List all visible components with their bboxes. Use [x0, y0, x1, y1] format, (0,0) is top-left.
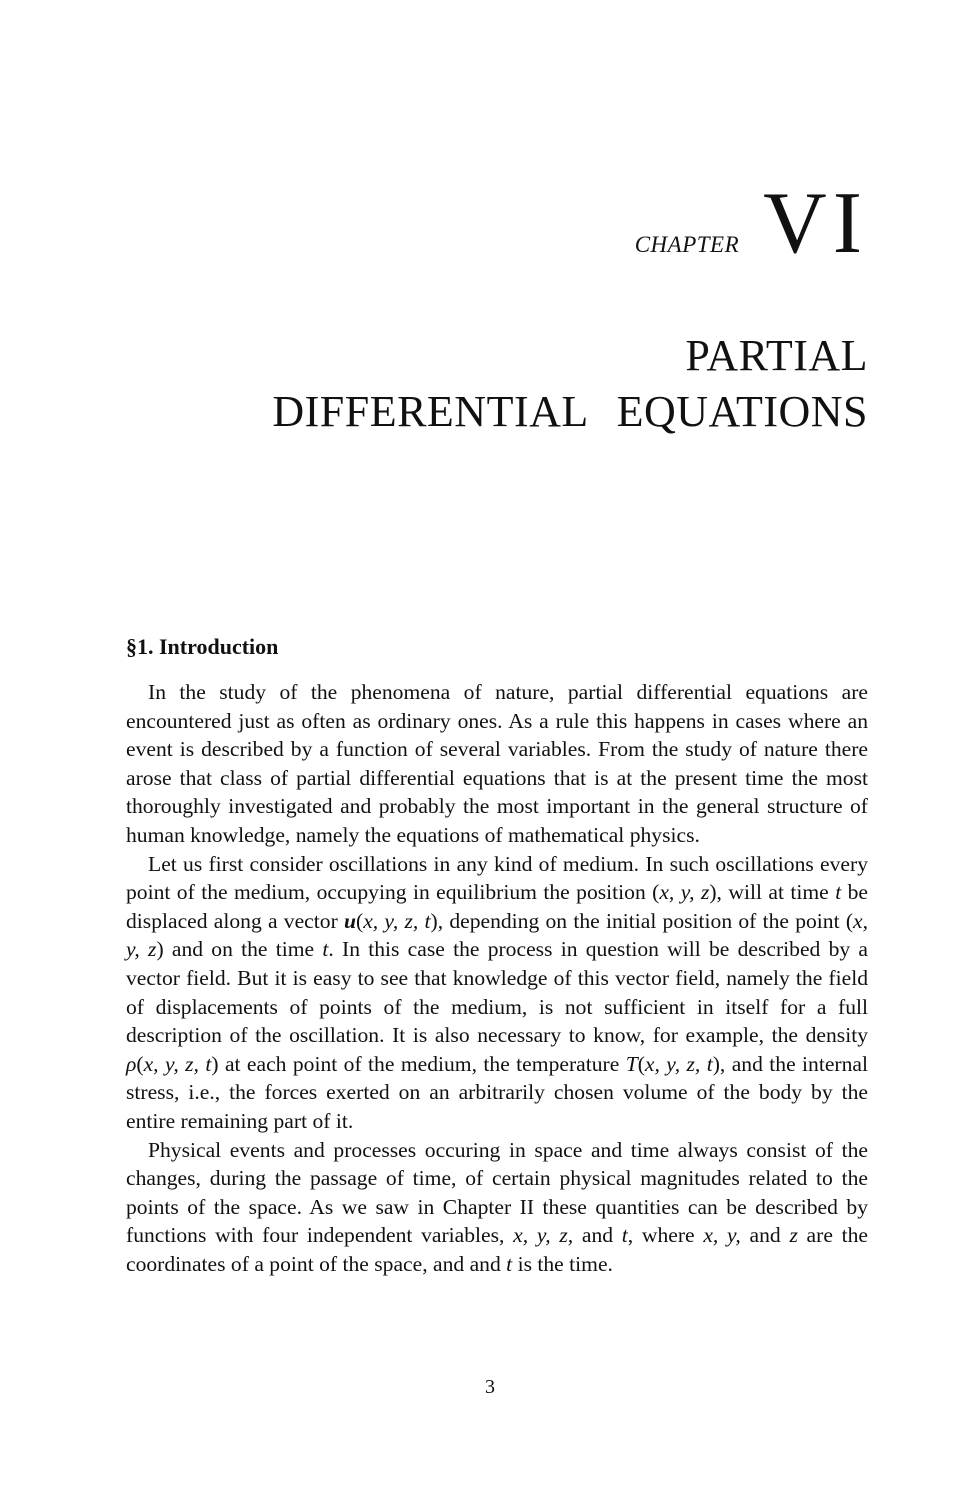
text-run: be displaced along a vector	[126, 880, 868, 933]
text-run: and	[573, 1223, 622, 1248]
paragraph-1: In the study of the phenomena of nature, partial differential equations are encountered just as often as ordinary ones. As a rule this happens in cases where an event is described by a function of several variables. From the study of nature there arose that class of partial differential equations that is at the present time the most thoroughly investigated and probably the most important in the general structure of human knowledge, namely the equations of mathematical physics.	[126, 680, 868, 847]
text-run: (	[637, 1051, 645, 1076]
text-run: is the time.	[512, 1251, 613, 1276]
math-run: t	[506, 1251, 513, 1276]
text-run: (	[136, 1051, 144, 1076]
math-run: z	[789, 1223, 798, 1248]
chapter-heading	[634, 175, 868, 272]
math-run: x, y, z, t	[644, 1051, 713, 1076]
chapter-label: CHAPTER	[634, 232, 740, 257]
math-run: x, y, z, t	[363, 908, 431, 933]
math-run: x, y,	[703, 1223, 741, 1248]
text-run: ), and the internal stress, i.e., the forces exerted on an arbitrarily chosen volume of the body by the entire remaining part of it.	[126, 1051, 869, 1133]
text-run: . In this case the process in question will be described by a vector field. But it is easy to see that knowledge of this vector field, namely the field of displacements of points of the medium, is not sufficient in itself for a full description of the oscillation. It is also necessary to know, for example, the density	[126, 937, 869, 1048]
text-run: , where	[627, 1223, 704, 1248]
text-run: are the coordinates of a point of the space, and and	[126, 1223, 868, 1276]
text-run: ), will at time	[709, 880, 836, 905]
math-run: x, y, z	[126, 908, 869, 962]
chapter-title	[272, 328, 868, 440]
text-run: and	[740, 1223, 790, 1248]
body-text	[126, 678, 868, 1278]
page-number: 3	[485, 1376, 495, 1398]
text-run: Physical events and processes occuring in space and time always consist of the changes, during the passage of time, of certain physical magnitudes related to the points of the space. As we saw in Chapter II these quantities can be described by functions with four independent variables,	[126, 1137, 868, 1248]
math-run: T	[625, 1051, 638, 1076]
math-run: x, y, z, t	[143, 1051, 212, 1076]
math-run: x, y, z	[659, 880, 710, 905]
paragraph-3	[126, 1136, 868, 1279]
math-run: t	[621, 1223, 628, 1248]
math-run: t	[322, 937, 329, 962]
text-run: ), depending on the initial position of the point (	[430, 908, 854, 933]
chapter-title-line-1: PARTIAL	[685, 331, 868, 380]
paragraph-2	[126, 850, 868, 1136]
math-run: t	[835, 880, 842, 905]
text-run: Let us first consider oscillations in any kind of medium. In such oscillations every point of the medium, occupying in equilibrium the position (	[126, 851, 868, 905]
text-run: ) at each point of the medium, the temperature	[211, 1051, 626, 1076]
text-run: (	[356, 908, 364, 933]
text-run: ) and on the time	[156, 937, 323, 962]
chapter-number: VI	[763, 175, 868, 272]
vector-symbol: u	[344, 908, 357, 933]
section-heading: §1. Introduction	[126, 634, 279, 659]
math-run: x, y, z,	[513, 1223, 574, 1248]
math-run: ρ	[126, 1051, 137, 1076]
chapter-title-line-2: DIFFERENTIAL EQUATIONS	[272, 387, 868, 436]
